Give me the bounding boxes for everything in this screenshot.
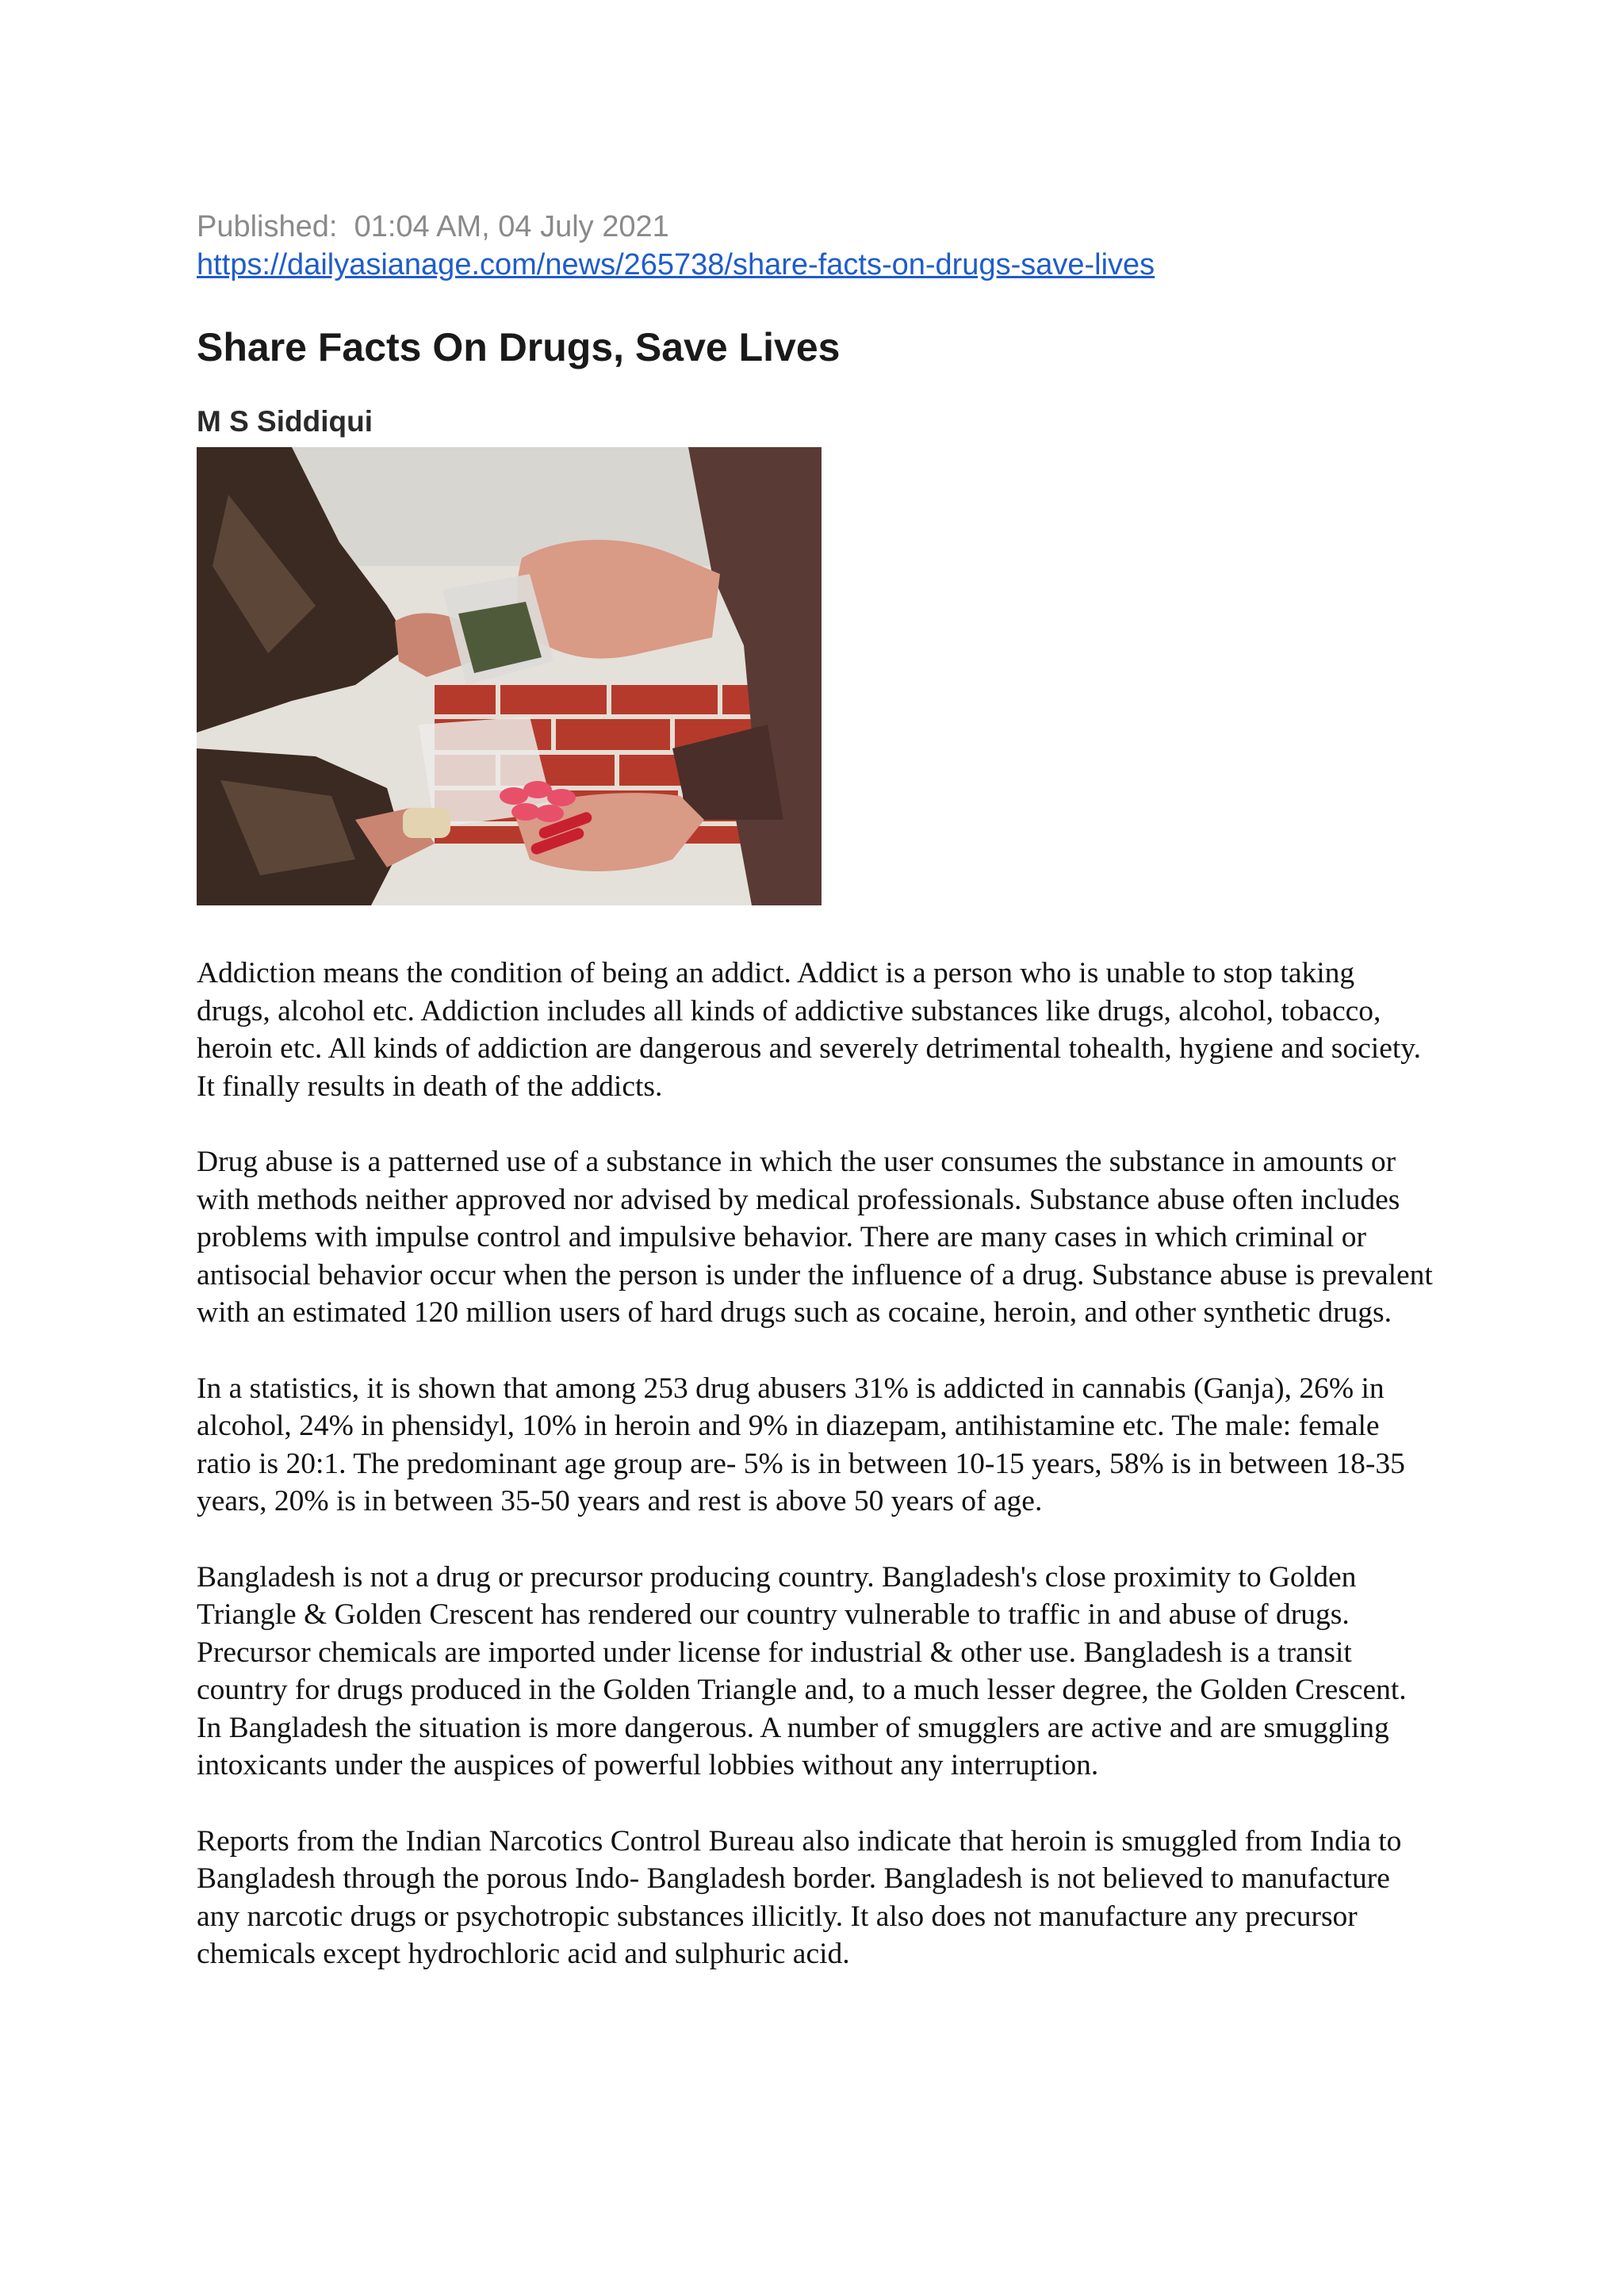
article-title: Share Facts On Drugs, Save Lives bbox=[197, 325, 841, 369]
article-body bbox=[197, 955, 1434, 1973]
article-paragraph: Reports from the Indian Narcotics Control Bureau also indicate that heroin is smuggled from India to Bangladesh through the porous Indo- Bangladesh border. Bangladesh is not believed to manufacture any narcotic drugs or psychotropic substances illicitly. It also does not manufacture any precursor chemicals except hydrochloric acid and sulphuric acid. bbox=[197, 1824, 1402, 1970]
article-paragraph: In a statistics, it is shown that among 253 drug abusers 31% is addicted in cannabis (Ganja), 26% in alcohol, 24% in phensidyl, 10% in heroin and 9% in diazepam, antihistamine etc. The male: female ratio is 20:1. The predominant age group are- 5% is in between 10-15 years, 58% is in between 18-35 years, 20% is in between 35-50 years and rest is above 50 years of age. bbox=[197, 1372, 1405, 1517]
published-date: Published: 01:04 AM, 04 July 2021 bbox=[197, 210, 669, 243]
article-paragraph: Addiction means the condition of being an addict. Addict is a person who is unable to stop taking drugs, alcohol etc. Addiction includes all kinds of addictive substances like drugs, alcohol, tobacco, heroin etc. All kinds of addiction are dangerous and severely detrimental tohealth, hygiene and society. It finally results in death of the addicts. bbox=[197, 957, 1421, 1103]
article-paragraph: Drug abuse is a patterned use of a substance in which the user consumes the substance in amounts or with methods neither approved nor advised by medical professionals. Substance abuse often includes problems with impulse control and impulsive behavior. There are many cases in which criminal or antisocial behavior occur when the person is under the influence of a drug. Substance abuse is prevalent with an estimated 120 million users of hard drugs such as cocaine, heroin, and other synthetic drugs. bbox=[197, 1146, 1433, 1329]
article-author: M S Siddiqui bbox=[197, 405, 373, 438]
article-photo bbox=[197, 447, 822, 905]
document-page bbox=[197, 208, 1434, 2011]
article-paragraph: Bangladesh is not a drug or precursor producing country. Bangladesh's close proximity to Golden Triangle & Golden Crescent has rendered our country vulnerable to traffic in and abuse of drugs. Precursor chemicals are imported under license for industrial & other use. Bangladesh is a transit country for drugs produced in the Golden Triangle and, to a much lesser degree, the Golden Crescent. In Bangladesh the situation is more dangerous. A number of smugglers are active and are smuggling intoxicants under the auspices of powerful lobbies without any interruption. bbox=[197, 1560, 1407, 1781]
source-url-link[interactable]: https://dailyasianage.com/news/265738/share-facts-on-drugs-save-lives bbox=[197, 248, 1155, 281]
